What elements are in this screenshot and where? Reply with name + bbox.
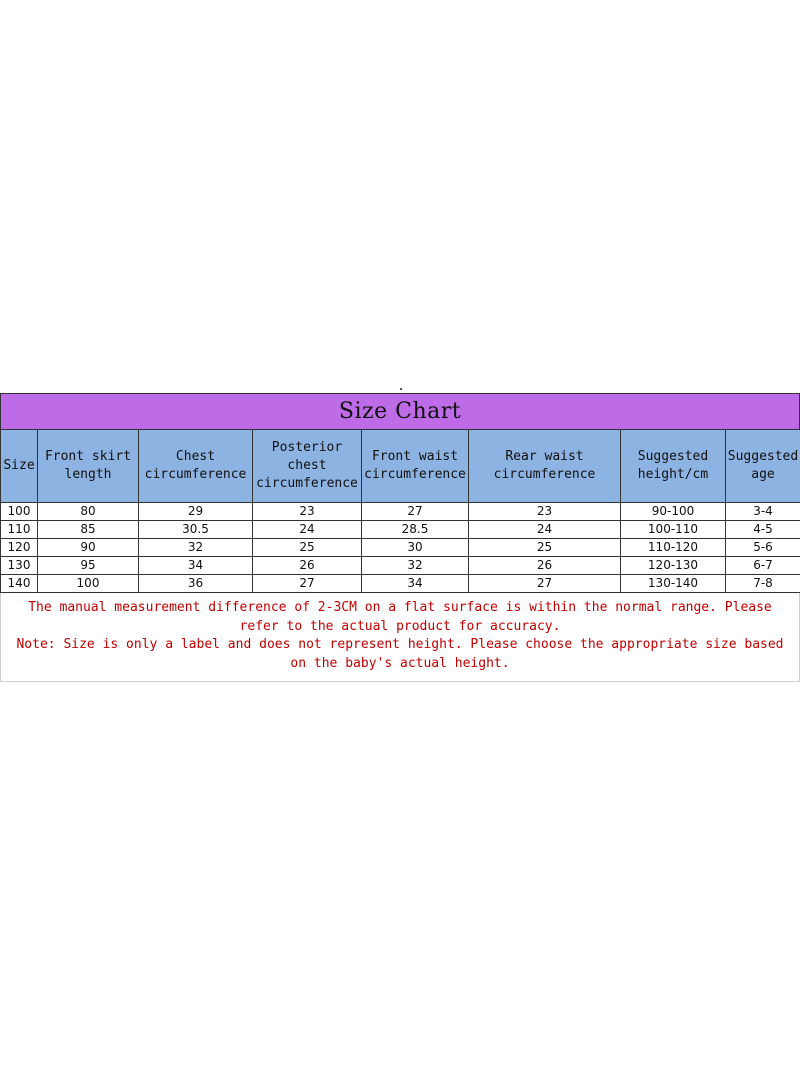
table-cell: 34 — [139, 557, 253, 575]
table-cell: 32 — [362, 557, 469, 575]
table-cell: 28.5 — [362, 521, 469, 539]
table-cell: 100-110 — [621, 521, 726, 539]
header-row — [1, 430, 800, 503]
table-cell: 95 — [38, 557, 139, 575]
header-posterior-chest-circumference: Posterior chest circumference — [253, 430, 362, 503]
table-cell: 27 — [469, 575, 621, 593]
size-chart — [0, 393, 800, 682]
table-cell: 32 — [139, 539, 253, 557]
table-cell: 80 — [38, 503, 139, 521]
notes-box — [0, 593, 800, 682]
table-cell: 6-7 — [726, 557, 800, 575]
header-size: Size — [1, 430, 38, 503]
size-table — [0, 429, 800, 593]
header-chest-circumference: Chest circumference — [139, 430, 253, 503]
table-cell: 90 — [38, 539, 139, 557]
table-cell: 140 — [1, 575, 38, 593]
table-cell: 34 — [362, 575, 469, 593]
header-suggested-height: Suggested height/cm — [621, 430, 726, 503]
table-cell: 27 — [362, 503, 469, 521]
table-row — [1, 503, 800, 521]
table-cell: 90-100 — [621, 503, 726, 521]
table-cell: 26 — [253, 557, 362, 575]
table-cell: 36 — [139, 575, 253, 593]
table-cell: 7-8 — [726, 575, 800, 593]
table-cell: 130-140 — [621, 575, 726, 593]
table-row — [1, 575, 800, 593]
table-row — [1, 557, 800, 575]
table-cell: 5-6 — [726, 539, 800, 557]
table-cell: 100 — [38, 575, 139, 593]
table-cell: 3-4 — [726, 503, 800, 521]
header-suggested-age: Suggested age — [726, 430, 800, 503]
table-cell: 110-120 — [621, 539, 726, 557]
table-cell: 27 — [253, 575, 362, 593]
chart-title: Size Chart — [0, 393, 800, 429]
header-rear-waist-circumference: Rear waist circumference — [469, 430, 621, 503]
table-cell: 110 — [1, 521, 38, 539]
table-cell: 23 — [469, 503, 621, 521]
stray-dot — [400, 388, 402, 390]
table-row — [1, 521, 800, 539]
table-cell: 26 — [469, 557, 621, 575]
table-cell: 130 — [1, 557, 38, 575]
table-cell: 120-130 — [621, 557, 726, 575]
table-cell: 24 — [469, 521, 621, 539]
table-cell: 24 — [253, 521, 362, 539]
table-cell: 25 — [253, 539, 362, 557]
table-cell: 25 — [469, 539, 621, 557]
table-row — [1, 539, 800, 557]
table-cell: 4-5 — [726, 521, 800, 539]
table-cell: 30.5 — [139, 521, 253, 539]
note-measurement: The manual measurement difference of 2-3CM on a flat surface is within the normal range. Please refer to the actual product for accuracy. — [28, 600, 772, 634]
header-front-skirt-length: Front skirt length — [38, 430, 139, 503]
table-cell: 23 — [253, 503, 362, 521]
table-cell: 30 — [362, 539, 469, 557]
table-cell: 29 — [139, 503, 253, 521]
table-cell: 85 — [38, 521, 139, 539]
table-cell: 100 — [1, 503, 38, 521]
note-size-label: Note: Size is only a label and does not represent height. Please choose the appropriate size based on the baby's actual height. — [16, 637, 784, 671]
header-front-waist-circumference: Front waist circumference — [362, 430, 469, 503]
table-cell: 120 — [1, 539, 38, 557]
